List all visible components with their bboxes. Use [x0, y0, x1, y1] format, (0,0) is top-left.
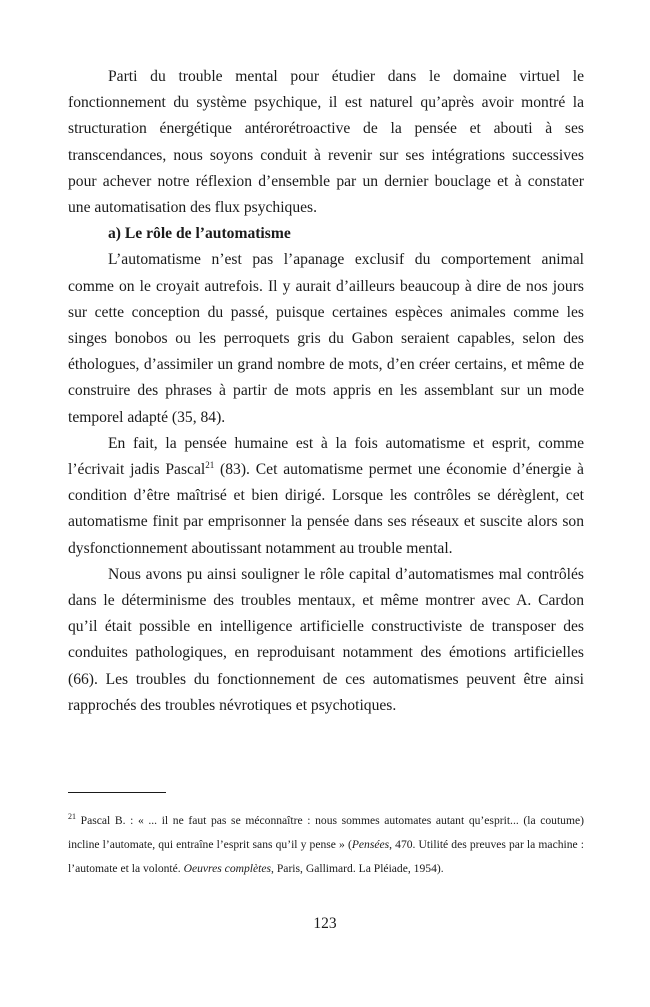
- paragraph-pascal-text-end: (83). Cet automatisme permet une économie d’énergie à condition d’être maîtrisé et bien dirigé. Lorsque les contrôles se dérèglent, cet automatisme finit par emprisonner la pensée dans ses réseaux et suscite alors son dysfonctionnement aboutissant notamment au trouble mental.: [68, 461, 584, 557]
- footnote-text-start: Pascal B. : « ... il ne faut pas se méconnaître : nous sommes automates autant qu’esprit... (la coutume) incline l’automate, qui entraîne l’esprit sans qu’il y pense » (: [68, 814, 584, 851]
- footnote-text-middle: , 470. Utilité des preuves par la machine : l’automate et la volonté.: [68, 838, 585, 875]
- page-number: 123: [313, 915, 337, 932]
- footnote-reference: 21: [205, 459, 215, 470]
- paragraph-intro: Parti du trouble mental pour étudier dans le domaine virtuel le fonctionnement du système psychique, il est naturel qu’après avoir montré la structuration énergétique antérorétroactive de la pensée et abouti à ses transcendances, nous soyons conduit à revenir sur ses intégrations successives pour achever notre réflexion d’ensemble par un dernier bouclage et à constater une automatisation des flux psychiques.: [68, 68, 584, 217]
- footnote-title-pensees: Pensées: [351, 838, 390, 851]
- paragraph-pascal-text-start: En fait, la pensée humaine est à la fois automatisme et esprit, comme l’écrivait jadis Pascal: [68, 434, 584, 479]
- footnote-marker: 21: [68, 812, 76, 822]
- section-heading: a) Le rôle de l’automatisme: [108, 225, 291, 243]
- footnote-title-oeuvres: Oeuvres complètes: [183, 862, 272, 875]
- footnote-text-end: , Paris, Gallimard. La Pléiade, 1954).: [271, 862, 444, 875]
- paragraph-cardon: Nous avons pu ainsi souligner le rôle capital d’automatismes mal contrôlés dans le déterminisme des troubles mentaux, et même montrer avec A. Cardon qu’il était possible en intelligence artificielle constructiviste de transposer des conduites pathologiques, en reproduisant notamment des émotions artificielles (66). Les troubles du fonctionnement de ces automatismes peuvent être ainsi rapprochés des troubles névrotiques et psychotiques.: [68, 565, 584, 714]
- page-body: [68, 64, 584, 719]
- footnote-separator: [68, 792, 166, 793]
- footnote: [68, 809, 584, 881]
- paragraph-pascal: [68, 431, 584, 562]
- paragraph-animal-automatism: L’automatisme n’est pas l’apanage exclusif du comportement animal comme on le croyait autrefois. Il y aurait d’ailleurs beaucoup à dire de nos jours sur cette conception du passé, puisque certaines espèces animales comme les singes bonobos ou les perroquets gris du Gabon seraient capables, selon des éthologues, d’assimiler un grand nombre de mots, d’en créer certains, et même de construire des phrases à partir de mots appris en les assemblant sur un mode temporel adapté (35, 84).: [68, 251, 584, 426]
